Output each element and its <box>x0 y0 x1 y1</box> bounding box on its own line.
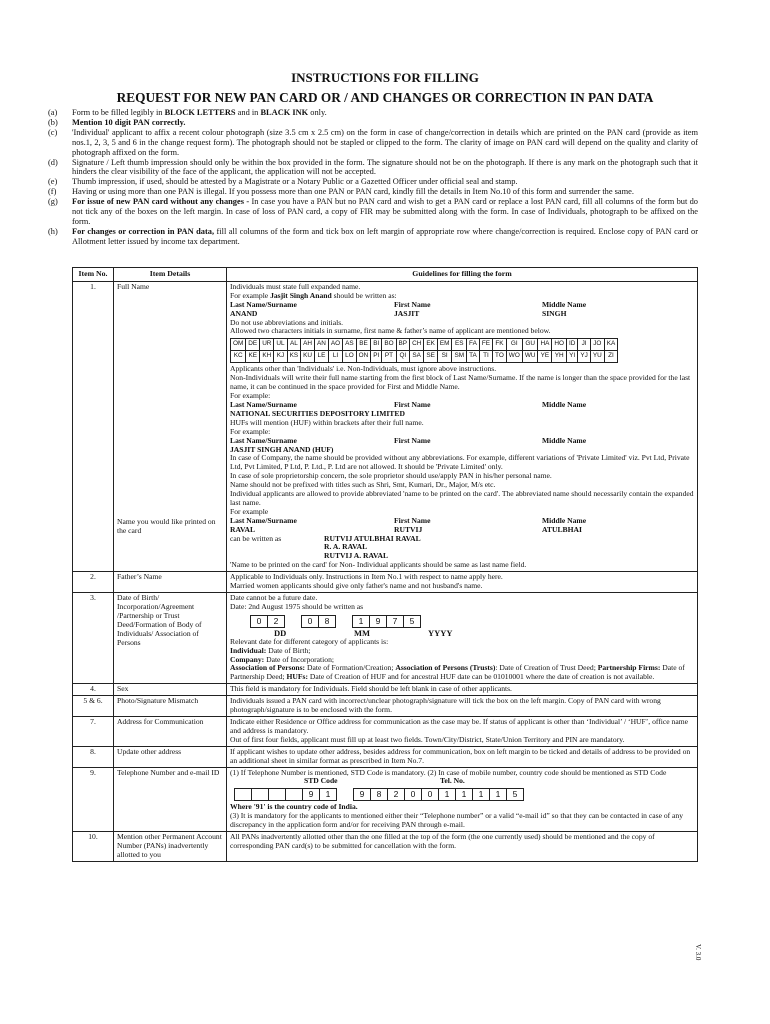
abbreviation-cell: ZI <box>604 351 618 363</box>
table-row: 4. Sex This field is mandatory for Individuals. Field should be left blank in case of other applicants. <box>73 684 698 696</box>
abbreviation-cell: SI <box>437 351 452 363</box>
header-item-details: Item Details <box>114 268 227 282</box>
abbreviation-cell: ON <box>356 351 371 363</box>
abbreviation-cell: JI <box>578 339 590 351</box>
abbreviation-cell: LI <box>328 351 342 363</box>
phone-example-boxes: 9 1 9 8 2 0 0 1 1 1 1 5 <box>230 788 694 801</box>
abbreviation-cell: YI <box>566 351 577 363</box>
abbreviation-cell: LO <box>343 351 357 363</box>
instruction-g: (g) For issue of new PAN card without any changes - In case you have a PAN but no PAN card and wish to get a PAN card or replace a lost PAN card, fill all columns of the form but do not tick any of the boxes on the left margin. In case of loss of PAN card, a copy of FIR may be submitted along with the form. In case of Individuals, photograph to be affixed on the form. <box>48 197 698 226</box>
abbreviation-cell: GU <box>522 339 538 351</box>
table-row: 7. Address for Communication Indicate either Residence or Office address for communication as the case may be. If status of applicant is other than ‘Individual’ / ‘HUF’, office name and address is mandatory. Out of first four fields, applicant must fill up at least two fields. Town/City/District, State/Union Territory and PIN are mandatory. <box>73 716 698 746</box>
table-row: 10. Mention other Permanent Account Number (PANs) inadvertently allotted to you All PANs inadvertently allotted other than the one filled at the top of the form (the one currently used) should be mentioned and the copy of corresponding PAN card(s) to be submitted for cancellation with the form. <box>73 832 698 862</box>
instruction-a: (a) Form to be filled legibly in BLOCK LETTERS and in BLACK INK only. <box>48 108 327 117</box>
table-row: 5 & 6. Photo/Signature Mismatch Individuals issued a PAN card with incorrect/unclear photograph/signature will tick the box on the left margin. Copy of PAN card with wrong photograph/signature is to be enclosed with the form. <box>73 696 698 717</box>
title-request: REQUEST FOR NEW PAN CARD OR / AND CHANGES OR CORRECTION IN PAN DATA <box>116 90 654 105</box>
instruction-e: (e) Thumb impression, if used, should be attested by a Magistrate or a Notary Public or a Gazetted Officer under official seal and stamp. <box>48 177 518 187</box>
abbreviation-cell: FA <box>467 339 480 351</box>
table-header <box>73 268 698 282</box>
instruction-c: (c) 'Individual' applicant to affix a recent colour photograph (size 3.5 cm x 2.5 cm) on the form in case of change/correction in details which are printed on the PAN card (provide as item nos.1, 2, 3, 5 and 6 in the change request form). The photograph should not be stapled or clipped to the form. The clarity of image on PAN card will depend on the quality and clarity of photograph affixed on the form. <box>48 127 698 157</box>
instruction-d: (d) Signature / Left thumb impression should only be within the box provided in the form. The signature should not be on the photograph. If there is any mark on the photograph such that it hinders the clear visibility of the face of the applicant, the application will not be accepted. <box>48 157 698 177</box>
abbreviation-cell: FK <box>493 339 507 351</box>
table-row: 9. Telephone Number and e-mail ID (1) If Telephone Number is mentioned, STD Code is mandatory. (2) In case of mobile number, country code should be mentioned as STD Code STD Code Tel. No. 9 1 9 8 2 0 0 1 1 1 1 5 Where '91' is the country code of India. (3) It is mandatory for the applicants to mentioned either their “Telephone number” or a valid “e-mail id” so that they can be contacted in case of any discrepancy in the application form and/or for receiving PAN through e-mail. <box>73 767 698 832</box>
abbreviation-cell: UL <box>274 339 287 351</box>
header-item-no: Item No. <box>73 268 114 282</box>
abbreviation-cell: TA <box>467 351 480 363</box>
table-row: 8. Update other address If applicant wishes to update other address, besides address for communication, box on left margin to be ticked and details of address to be provided on an additional sheet in similar format as prescribed in Item No.7. <box>73 746 698 767</box>
abbreviation-cell: DE <box>246 339 260 351</box>
abbreviation-cell: BE <box>356 339 371 351</box>
abbreviation-cell: KE <box>246 351 260 363</box>
version-label: V. 3.0 <box>694 944 702 961</box>
abbreviation-cell: BO <box>382 339 396 351</box>
abbreviation-cell: UR <box>260 339 274 351</box>
instruction-f: (f) Having or using more than one PAN is illegal. If you possess more than one PAN or PAN card, kindly fill the details in Item No.10 of this form and surrender the same. <box>48 187 634 197</box>
abbreviation-cell: AN <box>315 339 329 351</box>
instructions-list <box>48 108 698 247</box>
abbreviation-cell: KA <box>604 339 618 351</box>
abbreviation-cell: PT <box>382 351 396 363</box>
abbreviation-cell: SA <box>410 351 424 363</box>
abbreviation-cell: WU <box>522 351 538 363</box>
abbreviation-cell: SM <box>452 351 467 363</box>
abbreviation-cell: TO <box>493 351 507 363</box>
table-row: 1. Full Name Name you would like printed on the card Individuals must state full expanded name. For example Jasjit Singh Anand should be written as: Last Name/Surname First Name Middle Name ANAND JASJIT SINGH Do not use abbreviations and initials. Allowed two characters initials in surname, first name & father’s name of applicant are mentioned below. OM DE UR UL AL AH AN AO AS BE BI BO BP CH EK EM ES FA FE FK GI GU HA HO ID JI JO KA KC KE KH KJ KS KU LE LI LO ON PI PT QI SA SE SI SM TA TI TO WO WU YE YH YI YJ YU ZI Applicants other than 'Individuals' i.e. Non-Individuals, must ignore above instructions. Non-Individuals will write their full name starting from the first block of Last Name/Surname. If the name is longer than the space provided for the last name, it can be continued in the space provided for First and Middle Name. For example: Last Name/Surname First Name Middle Name NATIONAL SECURITIES DEPOSITORY LIMITED HUFs will mention (HUF) within brackets after their full name. For example: Last Name/Surname First Name Middle Name JASJIT SINGH ANAND (HUF) In case of Company, the name should be provided without any abbreviations. For example, different variations of 'Private Limited' viz. Pvt Ltd, Private Ltd, Pvt Limited, P Ltd, P. Ltd., P. Ltd are not allowed. It should be 'Private Limited' only. In case of sole proprietorship concern, the sole proprietor should use/apply PAN in his/her personal name. Name should not be prefixed with titles such as Shri, Smt, Kumari, Dr., Major, M/s etc. Individual applicants are allowed to provide abbreviated 'name to be printed on the card'. The abbreviated name should necessarily contain the expanded last name. For example Last Name/Surname First Name Middle Name RAVAL RUTVIJ ATULBHAI can be written as RUTVIJ ATULBHAI RAVAL R. A. RAVAL RUTVIJ A. RAVAL 'Name to be printed on the card' for Non- Individual applicants should be same as last name field. <box>73 281 698 571</box>
instruction-b: (b) Mention 10 digit PAN correctly. <box>48 117 186 127</box>
abbreviation-cell: TI <box>479 351 492 363</box>
abbreviation-cell: EK <box>424 339 438 351</box>
guidelines-table <box>72 267 698 862</box>
table-row: 2. Father’s Name Applicable to Individuals only. Instructions in Item No.1 with respect to name apply here. Married women applicants should give only father's name and not husband's name. <box>73 572 698 593</box>
abbreviation-grid <box>230 338 618 363</box>
table-row: 3. Date of Birth/ Incorporation/Agreement /Partnership or Trust Deed/Formation of Body of Individuals/ Association of Persons Date cannot be a future date. Date: 2nd August 1975 should be written as 0 2 0 8 1 9 7 5 DD MM YYYY Relevant date for different category of applicants is: Individual: Date of Birth; Company: Date of Incorporation; Association of Persons: Date of Formation/Creation; Association of Persons (Trusts): Date of Creation of Trust Deed; Partnership Firms: Date of Partnership Deed; HUFs: Date of Creation of HUF and for ancestral HUF date can be 01010001 where the date of creation is not available. <box>73 593 698 684</box>
abbreviation-cell: KJ <box>274 351 287 363</box>
abbreviation-cell: YH <box>552 351 567 363</box>
abbreviation-cell: ES <box>452 339 467 351</box>
abbreviation-cell: KU <box>301 351 315 363</box>
abbreviation-cell: JO <box>590 339 604 351</box>
abbreviation-cell: AS <box>343 339 357 351</box>
abbreviation-cell: AO <box>328 339 342 351</box>
abbreviation-cell: BP <box>396 339 410 351</box>
abbreviation-cell: YE <box>538 351 552 363</box>
abbreviation-cell: PI <box>371 351 382 363</box>
abbreviation-cell: LE <box>315 351 329 363</box>
abbreviation-cell: FE <box>479 339 492 351</box>
abbreviation-cell: SE <box>424 351 438 363</box>
item-full-name: Full Name <box>117 281 150 291</box>
abbreviation-cell: AL <box>287 339 301 351</box>
abbreviation-cell: KS <box>287 351 301 363</box>
item-name-on-card: Name you would like printed on the card <box>117 516 216 535</box>
header-guidelines: Guidelines for filling the form <box>227 268 698 282</box>
title-instructions: INSTRUCTIONS FOR FILLING <box>291 70 479 85</box>
abbreviation-cell: WO <box>506 351 522 363</box>
date-example-boxes: 0 2 0 8 1 9 7 5 <box>250 615 694 628</box>
abbreviation-cell: BI <box>371 339 382 351</box>
abbreviation-cell: QI <box>396 351 410 363</box>
abbreviation-cell: KC <box>231 351 246 363</box>
abbreviation-cell: KH <box>260 351 274 363</box>
instruction-h: (h) For changes or correction in PAN data, fill all columns of the form and tick box on left margin of appropriate row where change/correction is required. Enclose copy of PAN card or Allotment letter issued by income tax department. <box>48 226 698 246</box>
abbreviation-cell: YU <box>590 351 604 363</box>
abbreviation-cell: OM <box>231 339 246 351</box>
abbreviation-cell: HA <box>538 339 552 351</box>
abbreviation-cell: GI <box>506 339 522 351</box>
abbreviation-cell: YJ <box>578 351 590 363</box>
abbreviation-cell: CH <box>410 339 424 351</box>
abbreviation-cell: HO <box>552 339 567 351</box>
abbreviation-cell: ID <box>566 339 577 351</box>
abbreviation-cell: EM <box>437 339 452 351</box>
abbreviation-cell: AH <box>301 339 315 351</box>
